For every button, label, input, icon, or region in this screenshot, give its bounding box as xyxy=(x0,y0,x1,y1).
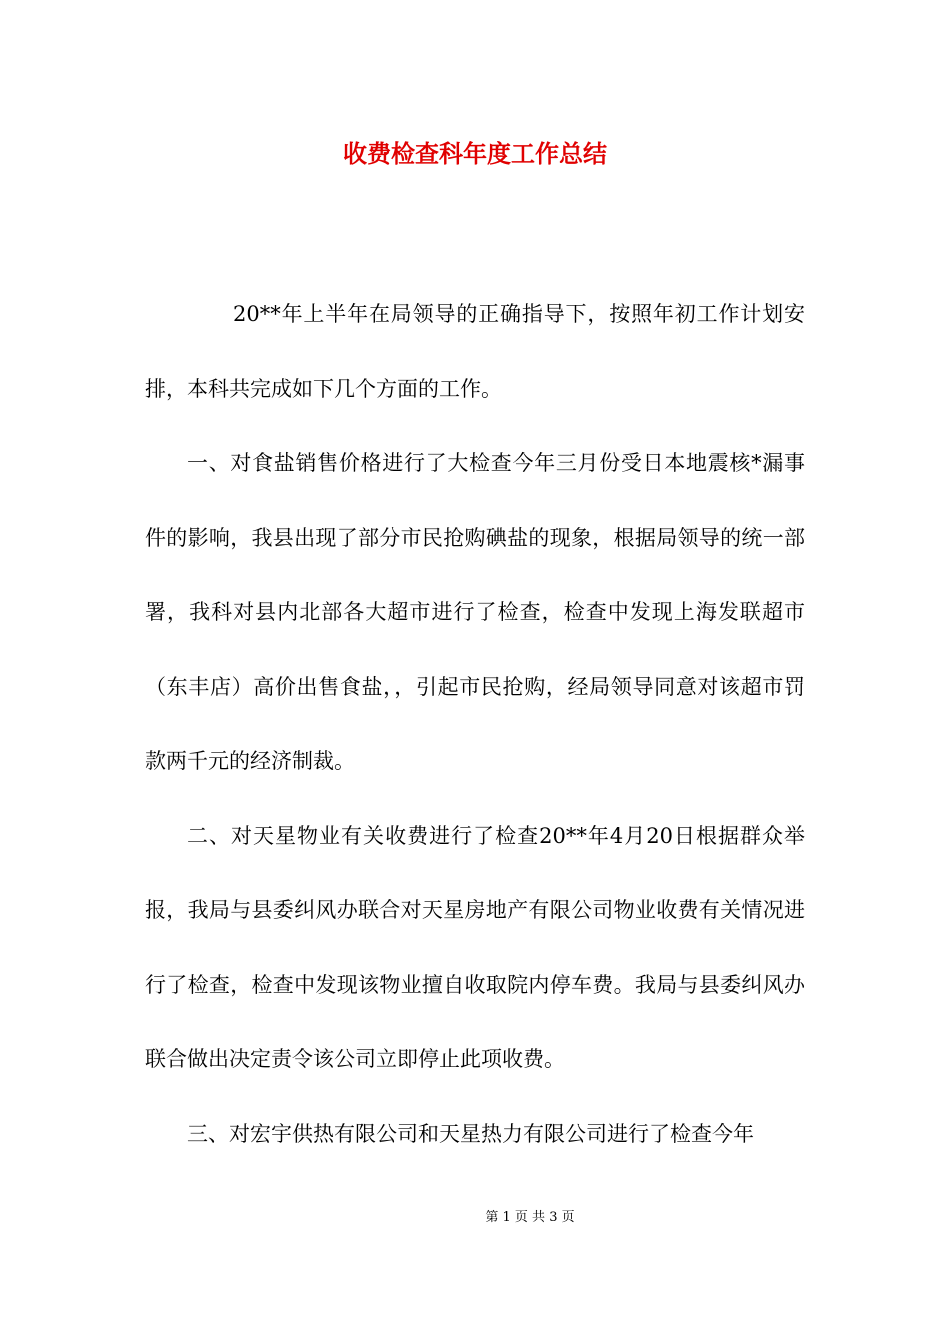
paragraph-property-inspection: 二、对天星物业有关收费进行了检查20**年4月20日根据群众举报，我局与县委纠风办联合对天星房地产有限公司物业收费有关情况进行了检查，检查中发现该物业擅自收取院内停车费。我局与县委纠风办联合做出决定责令该公司立即停止此项收费。 xyxy=(145,823,805,1071)
page-number-label: 第 1 页 共 3 页 xyxy=(485,1210,575,1225)
paragraph-heating-inspection: 三、对宏宇供热有限公司和天星热力有限公司进行了检查今年 xyxy=(187,1121,754,1146)
page-number-footer xyxy=(0,1208,950,1228)
paragraph-intro: 20**年上半年在局领导的正确指导下，按照年初工作计划安排，本科共完成如下几个方面的工作。 xyxy=(145,302,805,401)
paragraph-salt-inspection: 一、对食盐销售价格进行了大检查今年三月份受日本地震核*漏事件的影响，我县出现了部分市民抢购碘盐的现象，根据局领导的统一部署，我科对县内北部各大超市进行了检查，检查中发现上海发联超市（东丰店）高价出售食盐，，引起市民抢购，经局领导同意对该超市罚款两千元的经济制裁。 xyxy=(145,451,805,773)
document-title: 收费检查科年度工作总结 xyxy=(343,139,607,168)
document-body xyxy=(145,277,805,1171)
